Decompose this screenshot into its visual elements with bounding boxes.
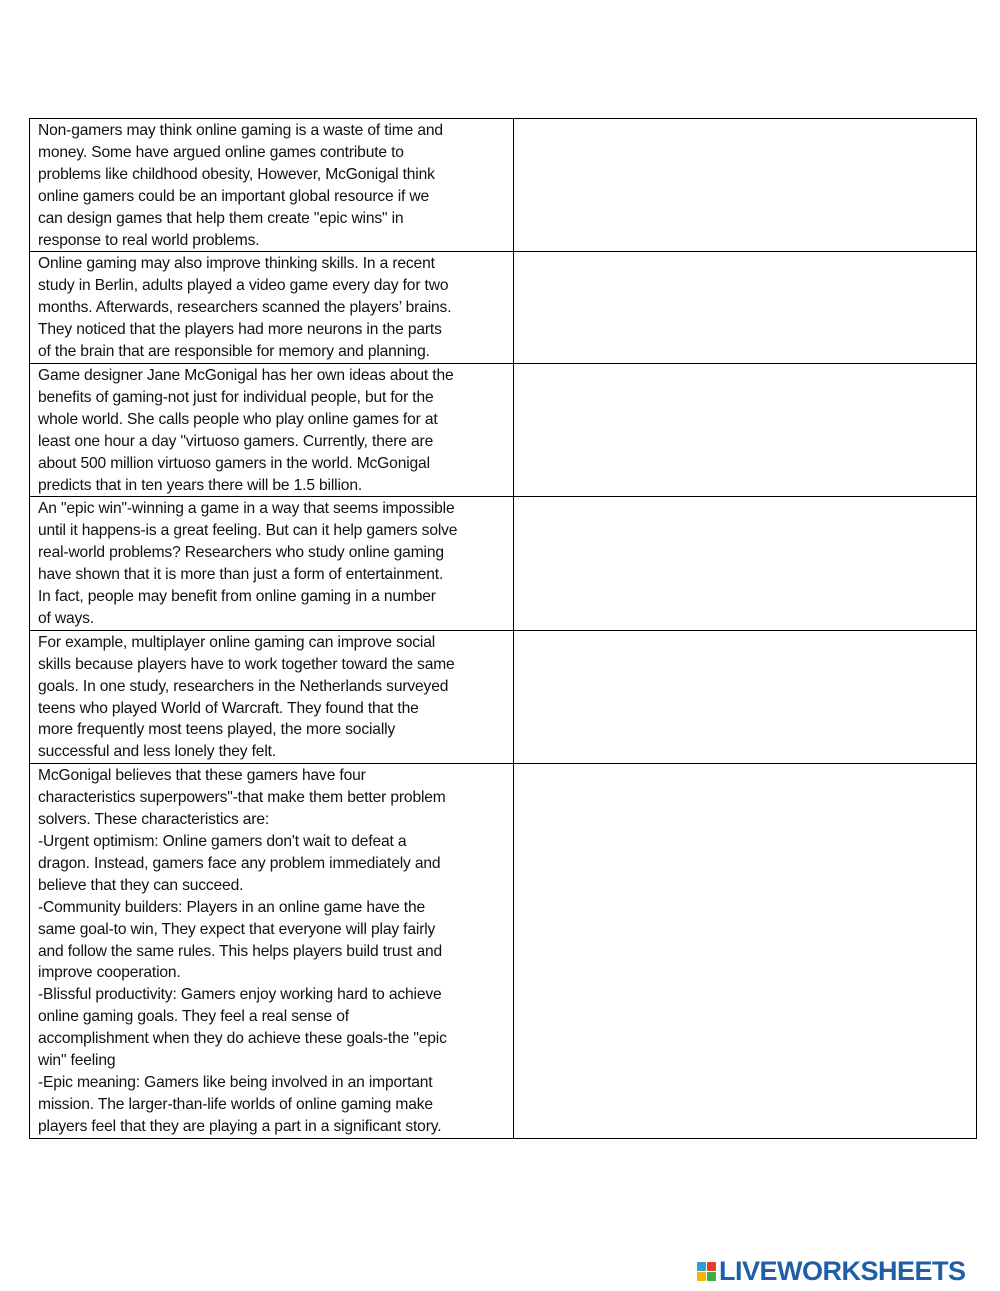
passage-text: McGonigal believes that these gamers have four characteristics superpowers"-that make them better problem solvers. These characteristics are: -Urgent optimism: Online gamers don't wait to defeat a dragon. Instead, gamers face any problem immediately and believe that they can succeed. -Community builders: Players in an online game have the same goal-to win, They expect that everyone will play fairly and follow the same rules. This helps players build trust and improve cooperation. -Blissful productivity: Gamers enjoy working hard to achieve online gaming goals. They feel a real sense of accomplishment when they do achieve these goals-the "epic win" feeling -Epic meaning: Gamers like being involved in an important mission. The larger-than-life worlds of online gaming make players feel that they are playing a part in a significant story.	[38, 767, 447, 1135]
table-row	[30, 630, 977, 763]
passage-text: An "epic win"-winning a game in a way that seems impossible until it happens-is a great feeling. But can it help gamers solve real-world problems? Researchers who study online gaming have shown that it is more than just a form of entertainment. In fact, people may benefit from online gaming in a number of ways.	[38, 500, 458, 627]
logo-block	[707, 1262, 716, 1271]
passage-cell	[30, 497, 514, 630]
passage-text: Game designer Jane McGonigal has her own ideas about the benefits of gaming-not just for individual people, but for the whole world. She calls people who play online games for at least one hour a day "virtuoso gamers. Currently, there are about 500 million virtuoso gamers in the world. McGonigal predicts that in ten years there will be 1.5 billion.	[38, 366, 454, 494]
answer-cell[interactable]	[514, 252, 977, 364]
table-row	[30, 252, 977, 364]
logo-block	[697, 1272, 706, 1281]
logo-blocks-icon	[697, 1262, 716, 1281]
table-row	[30, 119, 977, 252]
passage-text: Non-gamers may think online gaming is a waste of time and money. Some have argued online games contribute to problems like childhood obesity, However, McGonigal think online gamers could be an important global resource if we can design games that help them create "epic wins" in response to real world problems.	[38, 122, 443, 249]
passage-cell	[30, 252, 514, 364]
answer-cell[interactable]	[514, 764, 977, 1138]
logo-block	[707, 1272, 716, 1281]
logo-text: LIVEWORKSHEETS	[719, 1256, 966, 1286]
answer-cell[interactable]	[514, 363, 977, 496]
answer-cell[interactable]	[514, 630, 977, 763]
passage-cell	[30, 764, 514, 1138]
table-row	[30, 363, 977, 496]
passage-text: For example, multiplayer online gaming can improve social skills because players have to work together toward the same goals. In one study, researchers in the Netherlands surveyed teens who played World of Warcraft. They found that the more frequently most teens played, the more socially successful and less lonely they felt.	[38, 633, 455, 761]
passage-text: Online gaming may also improve thinking skills. In a recent study in Berlin, adults played a video game every day for two months. Afterwards, researchers scanned the players’ brains. They noticed that the players had more neurons in the parts of the brain that are responsible for memory and planning.	[38, 255, 452, 361]
passage-cell	[30, 630, 514, 763]
answer-cell[interactable]	[514, 497, 977, 630]
passage-cell	[30, 119, 514, 252]
liveworksheets-logo[interactable]	[697, 1256, 966, 1286]
table-row	[30, 497, 977, 630]
passage-cell	[30, 363, 514, 496]
answer-cell[interactable]	[514, 119, 977, 252]
passage-table	[29, 118, 977, 1139]
logo-block	[697, 1262, 706, 1271]
table-row	[30, 764, 977, 1138]
